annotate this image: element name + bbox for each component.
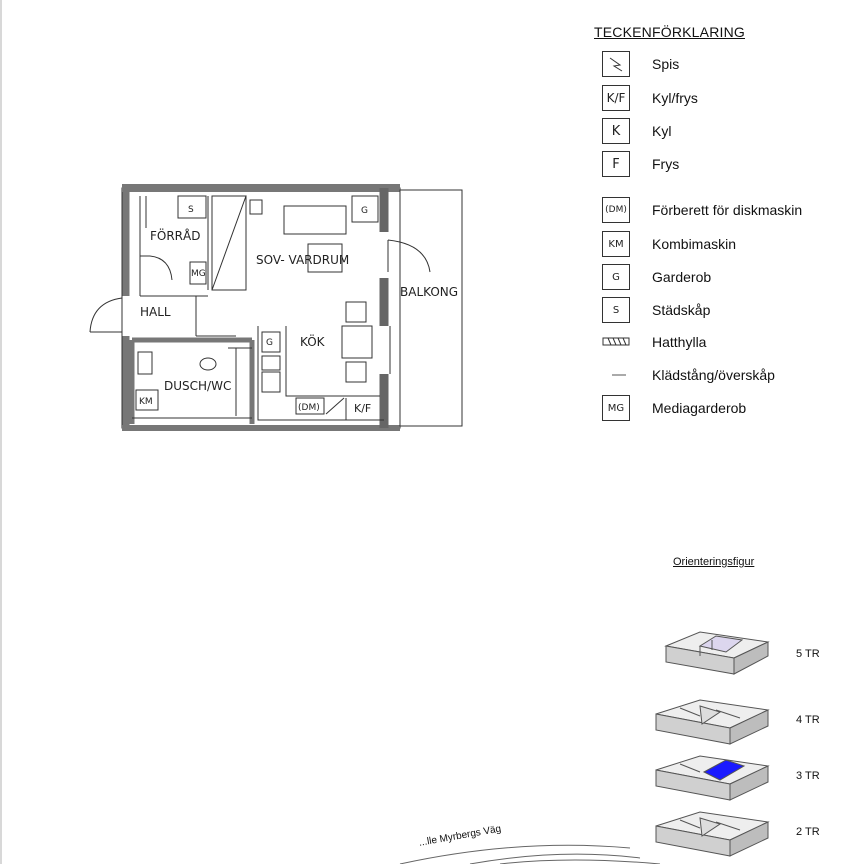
legend-symbol: KM [602,231,630,257]
room-label-kok: KÖK [300,335,325,349]
legend-item-hatthylla [602,328,707,356]
legend-label: Klädstång/överskåp [652,367,775,383]
legend-label: Kyl/frys [652,90,698,106]
floor-label-2tr: 2 TR [796,826,820,838]
legend-item-kombimaskin [602,230,737,258]
room-label-sov-vardrum: SOV- VARDRUM [256,253,350,267]
legend-label: Spis [652,56,680,72]
legend-item-mediagarderob [602,394,747,422]
fixture-mg: MG [191,269,206,279]
street-lines [400,845,660,864]
legend-symbol: F [602,151,630,177]
hatthylla-icon [602,329,630,355]
legend-item-garderob [602,263,712,291]
legend-label: Hatthylla [652,334,707,350]
fixture-g-kitchen: G [266,338,273,348]
plan-labels [139,205,458,415]
block-3tr [656,756,768,800]
legend-symbol: (DM) [602,197,630,223]
room-label-forrad: FÖRRÅD [150,229,201,243]
legend-label: Städskåp [652,302,711,318]
legend-symbol: K/F [602,85,630,111]
room-label-dusch-wc: DUSCH/WC [164,379,232,393]
room-label-hall: HALL [140,305,171,319]
street-name: ...lle Myrbergs Väg [418,823,503,849]
legend-item-spis [602,50,680,78]
legend-label: Frys [652,156,680,172]
fixture-km: KM [139,397,153,407]
block-5tr [666,632,768,674]
fixture-kf: K/F [354,402,372,415]
orientation-title: Orienteringsfigur [673,556,755,568]
legend-item-stadskap [602,296,711,324]
fixture-g-wardrobe: G [361,206,368,216]
legend-item-frys [602,150,680,178]
legend-item-kyl-frys [602,84,698,112]
legend-symbol: S [602,297,630,323]
legend-label: Förberett för diskmaskin [652,202,803,218]
orientation-blocks [656,632,768,856]
block-4tr [656,700,768,744]
legend-label: Kyl [652,123,672,139]
legend-label: Mediagarderob [652,400,747,416]
legend-item-kyl [602,117,672,145]
legend-title: TECKENFÖRKLARING [594,24,745,40]
legend-symbol: G [602,264,630,290]
legend-symbol: MG [602,395,630,421]
legend-label: Kombimaskin [652,236,737,252]
legend-item-kladstang [602,361,775,389]
legend-label: Garderob [652,269,712,285]
block-2tr [656,812,768,856]
kladstang-icon [602,362,630,388]
floor-label-4tr: 4 TR [796,714,820,726]
spis-icon [602,51,630,77]
floor-label-5tr: 5 TR [796,648,820,660]
legend-symbol: K [602,118,630,144]
fixture-dm: (DM) [298,403,320,413]
fixture-s: S [188,205,194,215]
legend-item-diskmaskin [602,196,803,224]
floor-label-3tr: 3 TR [796,770,820,782]
room-label-balkong: BALKONG [400,285,459,299]
